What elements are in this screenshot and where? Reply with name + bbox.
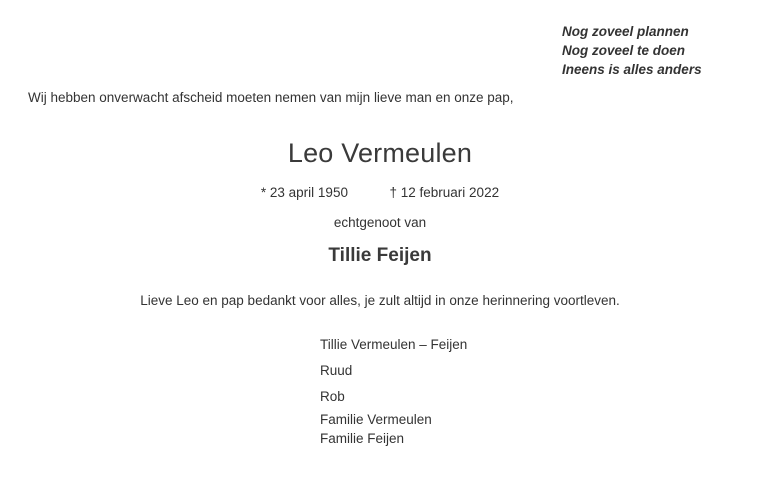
list-item: Tillie Vermeulen – Feijen [320, 337, 468, 352]
epitaph-line-2: Nog zoveel te doen [562, 43, 686, 58]
list-item: Rob [320, 389, 345, 404]
spouse-label: echtgenoot van [333, 215, 427, 230]
epitaph-line-3: Ineens is alles anders [562, 62, 702, 77]
list-item: Ruud [320, 363, 353, 378]
farewell-message: Lieve Leo en pap bedankt voor alles, je zult altijd in onze herinnering voortleven. [140, 293, 620, 308]
epitaph-line-1: Nog zoveel plannen [562, 24, 689, 39]
survivors-list [320, 332, 467, 448]
intro-text: Wij hebben onverwacht afscheid moeten nemen van mijn lieve man en onze pap, [28, 90, 514, 105]
birth-date: * 23 april 1950 [260, 185, 348, 200]
spouse-name: Tillie Feijen [328, 245, 432, 266]
death-date: † 12 februari 2022 [389, 185, 500, 200]
list-item: Familie Feijen [320, 431, 405, 446]
deceased-name: Leo Vermeulen [287, 138, 473, 168]
epitaph-verse [562, 22, 702, 79]
life-dates [0, 185, 760, 200]
list-item: Familie Vermeulen [320, 412, 432, 427]
